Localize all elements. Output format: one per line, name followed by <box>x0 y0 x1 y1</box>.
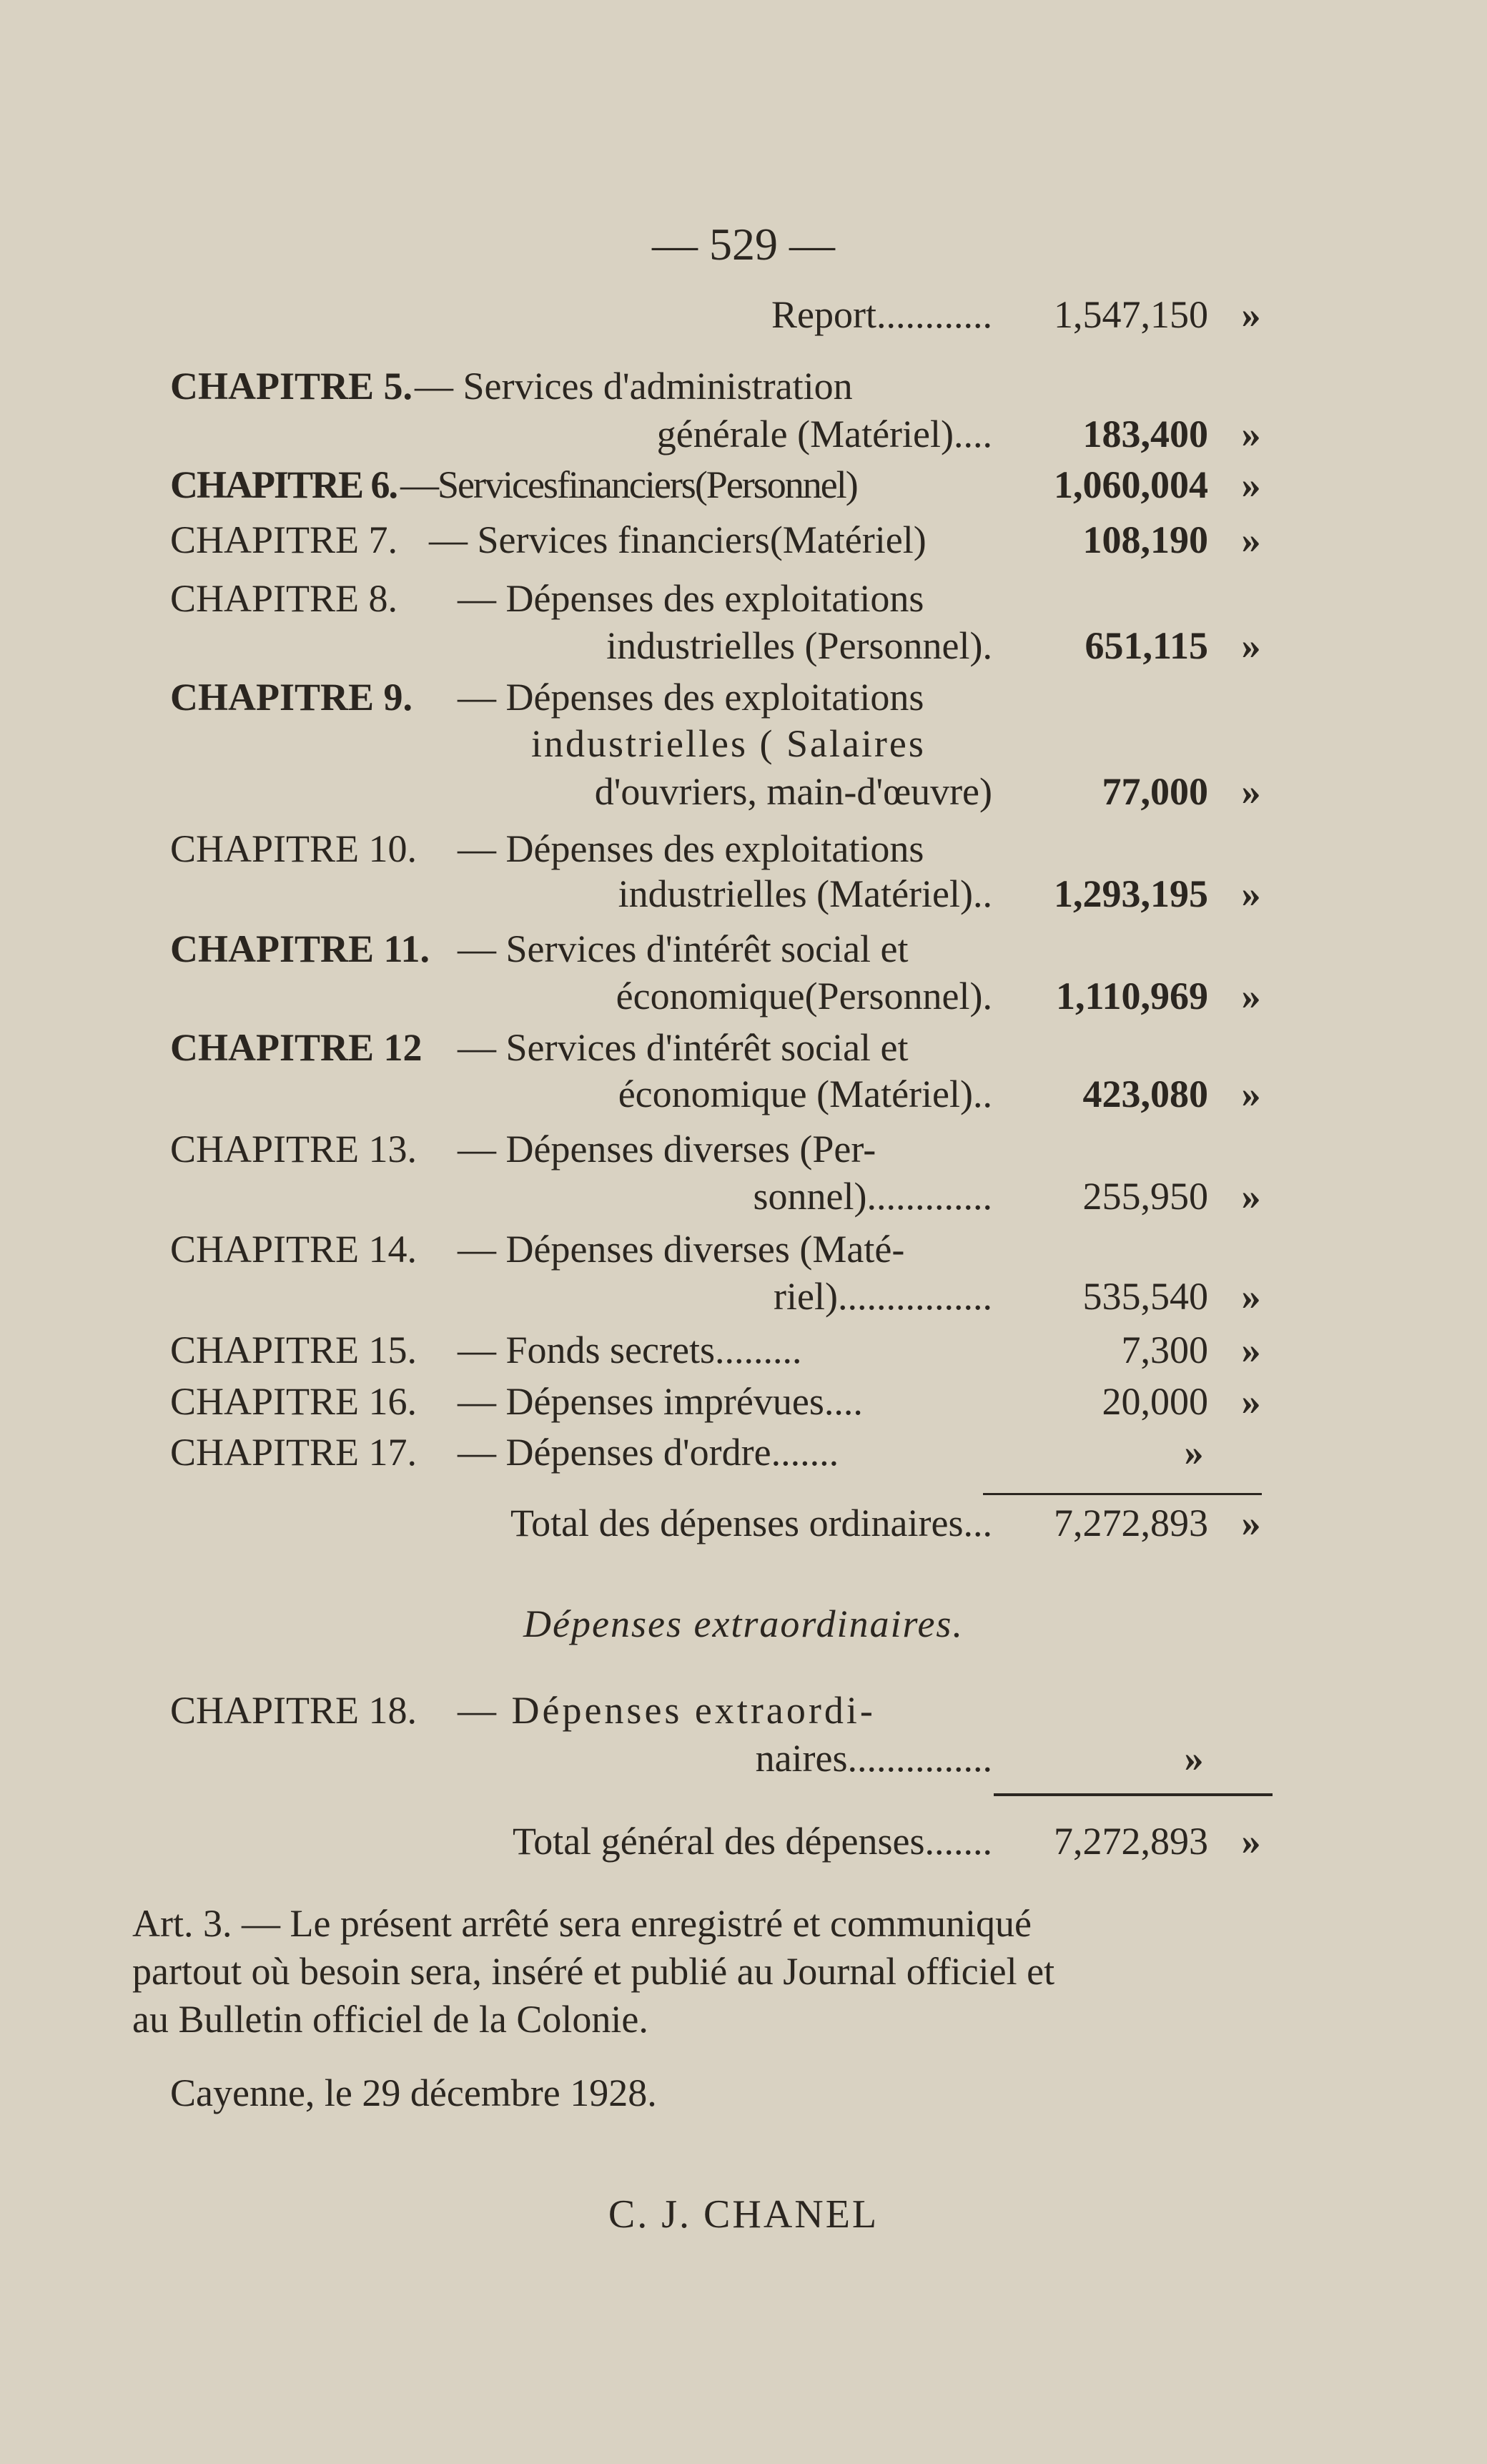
chapter-amount: 77,000 <box>1102 770 1208 813</box>
chapter-desc-cont: industrielles (Personnel). <box>606 624 992 667</box>
chapter-desc-cont: sonnel)............. <box>753 1175 992 1218</box>
chapter-title: CHAPITRE 9. <box>170 676 413 719</box>
chapter-title: CHAPITRE 10. <box>170 827 418 870</box>
chapter-mark: » <box>1241 413 1261 455</box>
chapter-mark: » <box>1241 975 1261 1017</box>
chapter-title: CHAPITRE 16. <box>170 1380 418 1423</box>
report-amount: 1,547,150 <box>1054 293 1208 336</box>
report-label: Report............ <box>771 293 992 336</box>
article-3-line-1: Art. 3. — Le présent arrêté sera enregistré et communiqué <box>132 1902 1032 1945</box>
article-3-line-3: au Bulletin officiel de la Colonie. <box>132 1998 648 2041</box>
total-ordinary-amount: 7,272,893 <box>1054 1502 1208 1544</box>
chapter-amount: 1,293,195 <box>1054 872 1208 915</box>
total-ordinary-label: Total des dépenses ordinaires... <box>510 1502 992 1544</box>
chapter-title: CHAPITRE 8. <box>170 577 398 620</box>
chapter-title: CHAPITRE 15. <box>170 1329 418 1371</box>
chapter-mark: » <box>1241 1329 1261 1371</box>
chapter-desc: — Services financiers(Matériel) <box>429 518 927 561</box>
chapter-title: CHAPITRE 11. <box>170 927 430 970</box>
chapter-amount: 183,400 <box>1082 413 1208 455</box>
chapter-mark: » <box>1241 624 1261 667</box>
chapter-desc: — Fonds secrets......... <box>458 1329 802 1371</box>
chapter-desc-cont: économique (Matériel).. <box>618 1073 992 1115</box>
chapter-mark: » <box>1241 872 1261 915</box>
total-ordinary-mark: » <box>1241 1502 1261 1544</box>
chapter-desc-cont: d'ouvriers, main-d'œuvre) <box>594 770 992 813</box>
total-general-amount: 7,272,893 <box>1054 1820 1208 1863</box>
chapter-mark: » <box>1184 1737 1204 1780</box>
chapter-mark: » <box>1241 1175 1261 1218</box>
chapter-title: CHAPITRE 7. <box>170 518 398 561</box>
chapter-desc: — Dépenses diverses (Maté- <box>458 1228 905 1271</box>
total-rule <box>994 1793 1273 1796</box>
chapter-desc: — Services d'intérêt social et <box>458 927 909 970</box>
chapter-desc: — Dépenses imprévues.... <box>458 1380 863 1423</box>
chapter-desc: — Dépenses des exploitations <box>458 827 924 870</box>
chapter-desc: — Dépenses d'ordre....... <box>458 1431 839 1474</box>
chapter-mark: » <box>1241 463 1261 506</box>
chapter-mark: » <box>1184 1431 1204 1474</box>
extraordinary-heading: Dépenses extraordinaires. <box>523 1602 964 1645</box>
chapter-amount: 535,540 <box>1082 1275 1208 1318</box>
chapter-desc: — Services d'intérêt social et <box>458 1026 909 1069</box>
total-general-mark: » <box>1241 1820 1261 1863</box>
chapter-amount: 1,060,004 <box>1054 463 1208 506</box>
chapter-title: CHAPITRE 17. <box>170 1431 418 1474</box>
chapter-amount: 651,115 <box>1085 624 1208 667</box>
chapter-desc: —Servicesfinanciers(Personnel) <box>400 463 857 506</box>
report-mark: » <box>1241 293 1261 336</box>
date-line: Cayenne, le 29 décembre 1928. <box>170 2071 657 2114</box>
chapter-amount: 7,300 <box>1121 1329 1208 1371</box>
chapter-mark: » <box>1241 770 1261 813</box>
chapter-mark: » <box>1241 518 1261 561</box>
chapter-title: CHAPITRE 13. <box>170 1128 418 1171</box>
chapter-desc-cont: générale (Matériel).... <box>656 413 992 455</box>
chapter-amount: 423,080 <box>1082 1073 1208 1115</box>
chapter-desc-cont: riel)................ <box>774 1275 992 1318</box>
chapter-amount: 255,950 <box>1082 1175 1208 1218</box>
chapter-desc: — Services d'administration <box>415 365 853 408</box>
chapter-title: CHAPITRE 18. <box>170 1689 418 1732</box>
page-number: — 529 — <box>652 219 835 270</box>
chapter-amount: 20,000 <box>1102 1380 1208 1423</box>
chapter-amount: 108,190 <box>1082 518 1208 561</box>
chapter-mark: » <box>1241 1073 1261 1115</box>
chapter-title: CHAPITRE 12 <box>170 1026 423 1069</box>
chapter-desc: — Dépenses extraordi- <box>458 1689 876 1732</box>
chapter-desc-cont: économique(Personnel). <box>616 975 992 1017</box>
chapter-title: CHAPITRE 5. <box>170 365 413 408</box>
chapter-desc: — Dépenses des exploitations <box>458 676 924 719</box>
chapter-desc: — Dépenses diverses (Per- <box>458 1128 876 1171</box>
article-3-line-2: partout où besoin sera, inséré et publié au Journal officiel et <box>132 1950 1055 1993</box>
signature: C. J. CHANEL <box>608 2192 879 2237</box>
subtotal-rule <box>983 1493 1262 1495</box>
chapter-desc: — Dépenses des exploitations <box>458 577 924 620</box>
chapter-desc-cont: naires............... <box>755 1737 992 1780</box>
chapter-desc-cont: industrielles (Matériel).. <box>618 872 992 915</box>
chapter-mark: » <box>1241 1275 1261 1318</box>
chapter-desc-cont: industrielles ( Salaires <box>531 722 926 765</box>
chapter-mark: » <box>1241 1380 1261 1423</box>
chapter-amount: 1,110,969 <box>1055 975 1208 1017</box>
total-general-label: Total général des dépenses....... <box>513 1820 992 1863</box>
chapter-title: CHAPITRE 6. <box>170 463 397 506</box>
chapter-title: CHAPITRE 14. <box>170 1228 418 1271</box>
